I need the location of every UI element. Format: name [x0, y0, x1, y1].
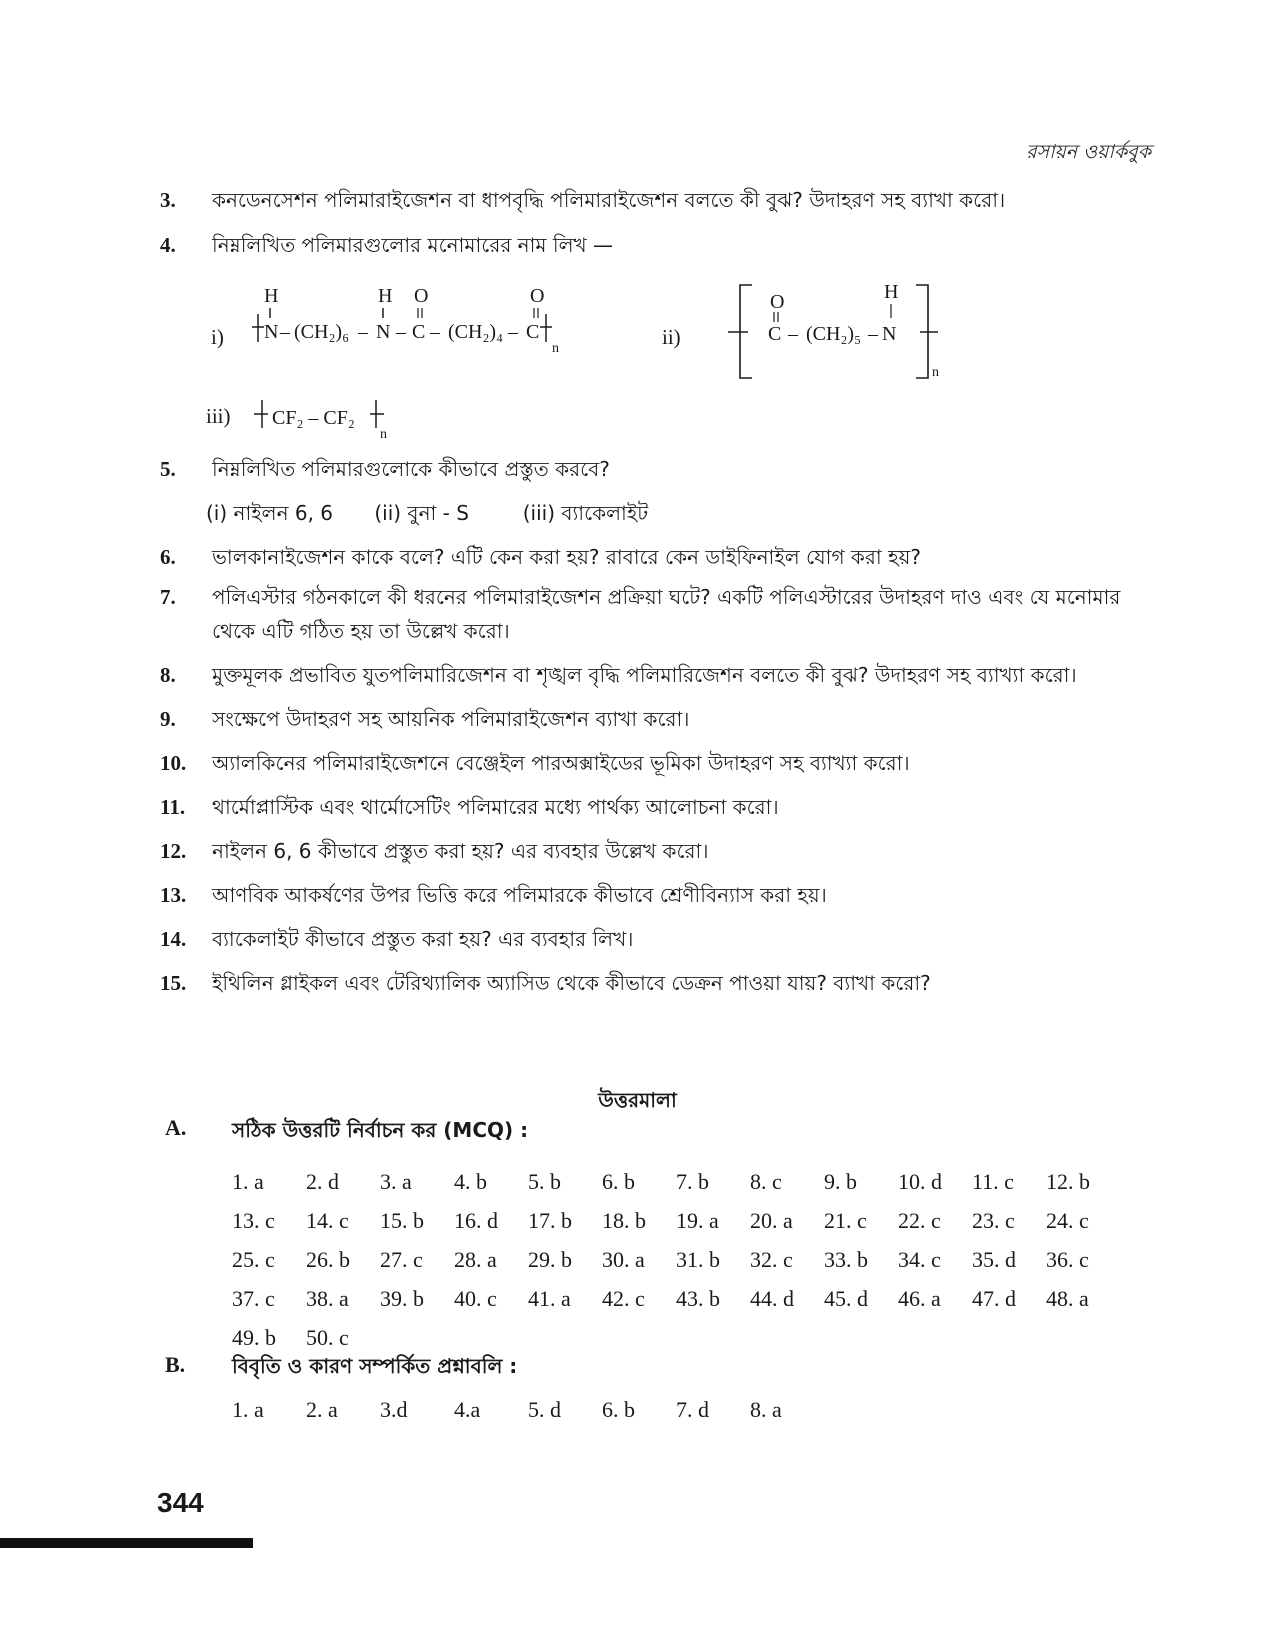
formula-ii-subscript-n: n — [932, 365, 939, 380]
answer-item: 1. a — [232, 1397, 264, 1422]
answer-item: 47. d — [972, 1286, 1016, 1311]
answer-item: 7. b — [676, 1169, 709, 1194]
answer-item: 39. b — [380, 1286, 424, 1311]
answer-item: 14. c — [306, 1208, 349, 1233]
svg-text:–: – — [788, 323, 798, 345]
answer-item: 16. d — [454, 1208, 498, 1233]
answer-item: 25. c — [232, 1247, 275, 1272]
answer-item: 2. d — [306, 1169, 339, 1194]
answer-item: 13. c — [232, 1208, 275, 1233]
answer-item: 29. b — [528, 1247, 572, 1272]
answer-item: 17. b — [528, 1208, 572, 1233]
answer-item: 27. c — [380, 1247, 423, 1272]
formula-i-label: i) — [211, 325, 224, 349]
svg-text:–: – — [430, 321, 440, 343]
footer-bar — [0, 1538, 253, 1548]
answer-item: 41. a — [528, 1286, 571, 1311]
formula-i-ch2-4: (CH₂)₄ — [448, 321, 504, 343]
question-number: 7. — [160, 585, 176, 609]
question-14 — [160, 922, 1145, 956]
question-4 — [160, 228, 1145, 262]
formula-iii-body: CF₂ – CF₂ — [272, 407, 355, 429]
question-9 — [160, 702, 1145, 736]
page-number: 344 — [157, 1487, 204, 1518]
q5-item: (ii) বুনা - S — [374, 501, 469, 525]
svg-text:–: – — [508, 321, 518, 343]
question-text: আণবিক আকর্ষণের উপর ভিত্তি করে পলিমারকে কীভাবে শ্রেণীবিন্যাস করা হয়। — [212, 883, 827, 907]
question-number: 8. — [160, 663, 176, 687]
question-5 — [160, 452, 1145, 486]
formula-i — [250, 280, 580, 390]
formula-i-h1: H — [264, 285, 279, 307]
answer-item: 20. a — [750, 1208, 793, 1233]
answer-item: 49. b — [232, 1325, 276, 1350]
question-number: 12. — [160, 839, 187, 863]
question-number: 3. — [160, 188, 176, 212]
question-11 — [160, 790, 1145, 824]
answer-item: 45. d — [824, 1286, 868, 1311]
formula-i-n1: N — [264, 321, 279, 343]
answer-item: 5. d — [528, 1397, 561, 1422]
answer-item: 21. c — [824, 1208, 867, 1233]
q5-item: (i) নাইলন 6, 6 — [206, 501, 334, 525]
svg-text:–: – — [280, 321, 290, 343]
q5-items — [206, 496, 906, 530]
question-text: পলিএস্টার গঠনকালে কী ধরনের পলিমারাইজেশন প্রক্রিয়া ঘটে? একটি পলিএস্টারের উদাহরণ দাও এবং যে মনোমার থেকে এটি গঠিত হয় তা উল্লেখ করো। — [212, 585, 1121, 643]
answer-item: 12. b — [1046, 1169, 1090, 1194]
answer-item: 33. b — [824, 1247, 868, 1272]
question-text: ব্যাকেলাইট কীভাবে প্রস্তুত করা হয়? এর ব্যবহার লিখ। — [212, 927, 634, 951]
question-text: নাইলন 6, 6 কীভাবে প্রস্তুত করা হয়? এর ব্যবহার উল্লেখ করো। — [212, 839, 709, 863]
question-text: মুক্তমূলক প্রভাবিত যুতপলিমারিজেশন বা শৃঙ্খল বৃদ্ধি পলিমারিজেশন বলতে কী বুঝ? উদাহরণ সহ ব্যাখ্যা করো। — [212, 663, 1077, 687]
question-text: সংক্ষেপে উদাহরণ সহ আয়নিক পলিমারাইজেশন ব্যাখা করো। — [212, 707, 690, 731]
formula-i-ch2-6: (CH₂)₆ — [294, 321, 350, 343]
question-text: থার্মোপ্লাস্টিক এবং থার্মোসেটিং পলিমারের মধ্যে পার্থক্য আলোচনা করো। — [212, 795, 779, 819]
formula-i-subscript-n: n — [552, 341, 559, 356]
answer-item: 6. b — [602, 1169, 635, 1194]
formula-i-c1: C — [412, 321, 426, 343]
formula-i-n2: N — [376, 321, 391, 343]
formula-i-h2: H — [378, 285, 393, 307]
answer-item: 28. a — [454, 1247, 497, 1272]
question-number: 13. — [160, 883, 187, 907]
answer-item: 7. d — [676, 1397, 709, 1422]
formula-ii-ch2-5: (CH₂)₅ — [806, 323, 862, 345]
answer-item: 32. c — [750, 1247, 793, 1272]
answer-item: 38. a — [306, 1286, 349, 1311]
answer-item: 3.d — [380, 1397, 408, 1422]
question-7 — [160, 580, 1145, 648]
answer-item: 24. c — [1046, 1208, 1089, 1233]
question-12 — [160, 834, 1145, 868]
formula-ii-c: C — [768, 323, 782, 345]
running-head: রসায়ন ওয়ার্কবুক — [1026, 141, 1151, 163]
question-6 — [160, 540, 1145, 574]
answer-item: 48. a — [1046, 1286, 1089, 1311]
formula-iii-label: iii) — [206, 404, 231, 428]
answer-item: 19. a — [676, 1208, 719, 1233]
formula-i-c2: C — [526, 321, 540, 343]
question-number: 15. — [160, 971, 187, 995]
answer-item: 31. b — [676, 1247, 720, 1272]
question-8 — [160, 658, 1145, 692]
question-text: অ্যালকিনের পলিমারাইজেশনে বেঞ্জেইল পারঅক্সাইডের ভূমিকা উদাহরণ সহ ব্যাখ্যা করো। — [212, 751, 910, 775]
answer-item: 8. c — [750, 1169, 782, 1194]
answer-item: 36. c — [1046, 1247, 1089, 1272]
answer-item: 1. a — [232, 1169, 264, 1194]
answer-item: 2. a — [306, 1397, 338, 1422]
question-3 — [160, 183, 1145, 217]
answer-item: 34. c — [898, 1247, 941, 1272]
question-number: 14. — [160, 927, 187, 951]
answer-item: 23. c — [972, 1208, 1015, 1233]
answer-item: 9. b — [824, 1169, 857, 1194]
answer-item: 35. d — [972, 1247, 1016, 1272]
section-a-title: সঠিক উত্তরটি নির্বাচন কর (MCQ) : — [232, 1118, 529, 1142]
answer-item: 40. c — [454, 1286, 497, 1311]
section-b-title: বিবৃতি ও কারণ সম্পর্কিত প্রশ্নাবলি : — [232, 1354, 518, 1378]
answer-item: 8. a — [750, 1397, 782, 1422]
q5-item: (iii) ব্যাকেলাইট — [522, 501, 649, 525]
section-b-letter: B. — [165, 1352, 186, 1377]
answer-item: 46. a — [898, 1286, 941, 1311]
question-text: নিম্নলিখিত পলিমারগুলোর মনোমারের নাম লিখ — — [212, 233, 613, 257]
svg-text:–: – — [358, 321, 368, 343]
formula-ii-label: ii) — [662, 325, 681, 349]
formula-i-o1: O — [414, 285, 429, 307]
answer-item: 42. c — [602, 1286, 645, 1311]
question-text: নিম্নলিখিত পলিমারগুলোকে কীভাবে প্রস্তুত করবে? — [212, 457, 610, 481]
formula-ii-h: H — [884, 281, 899, 303]
question-13 — [160, 878, 1145, 912]
answer-item: 4. b — [454, 1169, 487, 1194]
question-text: কনডেনসেশন পলিমারাইজেশন বা ধাপবৃদ্ধি পলিমারাইজেশন বলতে কী বুঝ? উদাহরণ সহ ব্যাখা করো। — [212, 188, 1006, 212]
answer-item: 44. d — [750, 1286, 794, 1311]
answer-item: 43. b — [676, 1286, 720, 1311]
answer-item: 37. c — [232, 1286, 275, 1311]
answer-item: 6. b — [602, 1397, 635, 1422]
answer-item: 3. a — [380, 1169, 412, 1194]
question-number: 11. — [160, 795, 186, 819]
question-10 — [160, 746, 1145, 780]
answer-item: 50. c — [306, 1325, 349, 1350]
formula-ii-o: O — [770, 291, 785, 313]
formula-iii — [252, 396, 402, 442]
question-15 — [160, 966, 1145, 1000]
formula-iii-subscript-n: n — [380, 427, 387, 442]
question-number: 6. — [160, 545, 176, 569]
formula-ii — [726, 280, 956, 390]
answers-title: উত্তরমালা — [598, 1088, 677, 1112]
answer-item: 15. b — [380, 1208, 424, 1233]
question-number: 9. — [160, 707, 176, 731]
answer-item: 5. b — [528, 1169, 561, 1194]
formula-i-o2: O — [530, 285, 545, 307]
formula-ii-n: N — [882, 323, 897, 345]
answer-item: 22. c — [898, 1208, 941, 1233]
answer-item: 30. a — [602, 1247, 645, 1272]
question-number: 10. — [160, 751, 187, 775]
answer-item: 26. b — [306, 1247, 350, 1272]
section-a-answers — [232, 1162, 1120, 1357]
svg-text:–: – — [396, 321, 406, 343]
answer-item: 18. b — [602, 1208, 646, 1233]
svg-text:–: – — [868, 323, 878, 345]
question-text: ভালকানাইজেশন কাকে বলে? এটি কেন করা হয়? রাবারে কেন ডাইফিনাইল যোগ করা হয়? — [212, 545, 921, 569]
question-text: ইথিলিন গ্লাইকল এবং টেরিথ্যালিক অ্যাসিড থেকে কীভাবে ডেক্রন পাওয়া যায়? ব্যাখা করো? — [212, 971, 931, 995]
answer-item: 10. d — [898, 1169, 942, 1194]
answer-item: 4.a — [454, 1397, 481, 1422]
question-number: 5. — [160, 457, 176, 481]
section-a-letter: A. — [165, 1115, 187, 1140]
section-b-answers — [232, 1390, 824, 1429]
question-number: 4. — [160, 233, 176, 257]
answer-item: 11. c — [972, 1169, 1014, 1194]
